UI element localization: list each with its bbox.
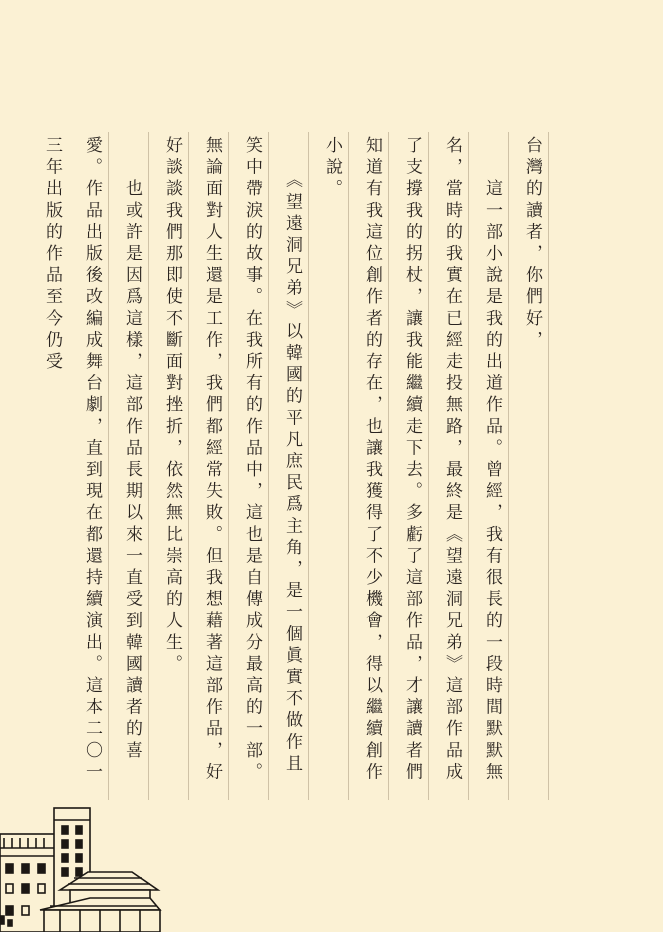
- vertical-text-body: [42, 136, 552, 796]
- paragraph-2: 《望遠洞兄弟》以韓國的平凡庶民爲主角，是一個眞實不做作且笑中帶淚的故事。在我所有的作品中，這也是自傳成分最高的一部。無論面對人生還是工作，我們都經常失敗。但我想藉著這部作品，好好談談我們那即使不斷面對挫折，依然無比崇高的人生。: [162, 136, 302, 784]
- paragraph-1: 這一部小說是我的出道作品。曾經，我有很長的一段時間默默無名，當時的我實在已經走投無路，最終是《望遠洞兄弟》這部作品成了支撐我的拐杖，讓我能繼續走下去。多虧了這部作品，才讓讀者們知道有我這位創作者的存在，也讓我獲得了不少機會，得以繼續創作小說。: [322, 136, 502, 784]
- greeting: 台灣的讀者，你們好，: [522, 136, 542, 352]
- paragraph-3: 也或許是因爲這樣，這部作品長期以來一直受到韓國讀者的喜愛。作品出版後改編成舞台劇，直到現在都還持續演出。這本二〇一三年出版的作品至今仍受: [42, 136, 142, 784]
- building-illustration: [0, 798, 160, 932]
